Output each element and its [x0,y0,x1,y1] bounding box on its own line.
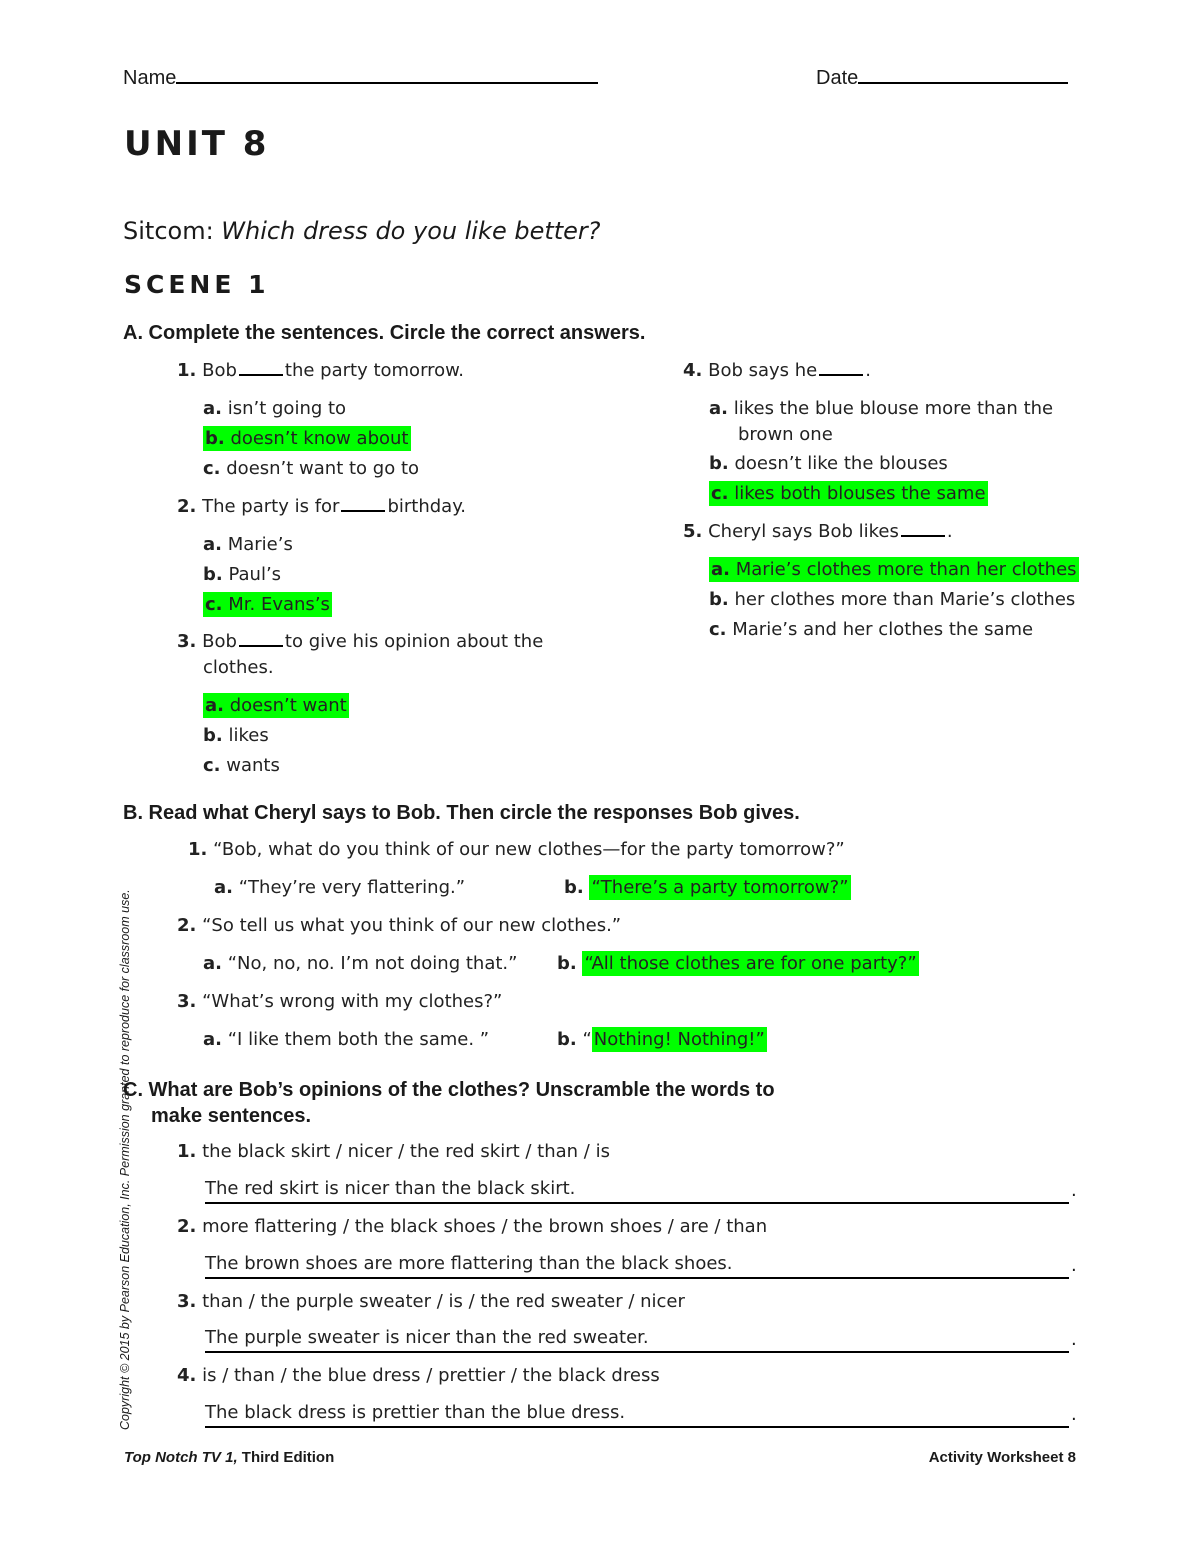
a-q3-option-c[interactable]: c. wants [203,755,280,776]
a-q1-option-c[interactable]: c. doesn’t want to go to [203,458,420,479]
copyright-notice: Copyright © 2015 by Pearson Education, Inc. Permission granted to reproduce for classroom use. [118,889,132,1430]
a-q5-option-c[interactable]: c. Marie’s and her clothes the same [709,619,1034,640]
c-item-2-prompt: 2. more flattering / the black shoes / the brown shoes / are / than [177,1216,768,1237]
section-c-instruction-line2: make sentences. [151,1105,312,1127]
name-field [123,67,598,90]
name-label: Name [123,67,177,89]
answer-blank [901,535,945,537]
c-item-1-period: . [1071,1180,1077,1201]
b-q2-option-b[interactable]: b. “All those clothes are for one party?” [557,953,917,974]
answer-blank [819,374,863,376]
c-item-3-answer-line[interactable]: The purple sweater is nicer than the red sweater. [205,1327,1069,1353]
c-item-2-answer-line[interactable]: The brown shoes are more flattering than the black shoes. [205,1253,1069,1279]
section-b-instruction: B. Read what Cheryl says to Bob. Then circle the responses Bob gives. [123,802,800,824]
c-item-4-answer-line[interactable]: The black dress is prettier than the blue dress. [205,1402,1069,1428]
a-q5-stem: 5. Cheryl says Bob likes . [683,521,953,542]
a-q1-option-b[interactable]: b. doesn’t know about [205,428,409,449]
b-q1-prompt: 1. “Bob, what do you think of our new clothes—for the party tomorrow?” [188,839,845,860]
a-q3-stem: 3. Bob to give his opinion about the [177,631,544,652]
b-q2-prompt: 2. “So tell us what you think of our new clothes.” [177,915,622,936]
c-item-3-prompt: 3. than / the purple sweater / is / the red sweater / nicer [177,1291,685,1312]
a-q4-stem: 4. Bob says he . [683,360,871,381]
answer-blank [341,510,385,512]
a-q3-stem-line2: clothes. [203,657,274,678]
footer-book-title: Top Notch TV 1, Third Edition [124,1449,335,1466]
answer-blank [239,374,283,376]
a-q5-option-a[interactable]: a. Marie’s clothes more than her clothes [711,559,1077,580]
c-item-3-period: . [1071,1329,1077,1350]
footer-worksheet-label: Activity Worksheet 8 [928,1449,1076,1466]
c-item-4-period: . [1071,1404,1077,1425]
a-q4-option-a[interactable]: a. likes the blue blouse more than the [709,398,1054,419]
sitcom-prefix: Sitcom: [123,217,222,245]
a-q3-option-a[interactable]: a. doesn’t want [205,695,347,716]
a-q2-stem: 2. The party is for birthday. [177,496,467,517]
c-item-2-period: . [1071,1255,1077,1276]
a-q1-stem: 1. Bob the party tomorrow. [177,360,464,381]
date-field [816,67,1068,90]
b-q1-option-b[interactable]: b. “There’s a party tomorrow?” [564,877,849,898]
section-c-instruction: C. What are Bob’s opinions of the clothes? Unscramble the words to [123,1079,775,1101]
sitcom-episode-title: Which dress do you like better? [221,217,601,245]
b-q3-option-b[interactable]: b. “ Nothing! Nothing!” [557,1029,765,1050]
a-q2-option-c[interactable]: c. Mr. Evans’s [205,594,330,615]
b-q1-option-a[interactable]: a. “They’re very flattering.” [214,877,466,898]
a-q4-option-a-line2: brown one [738,424,833,445]
unit-title: UNIT 8 [124,124,270,164]
a-q1-option-a[interactable]: a. isn’t going to [203,398,347,419]
b-q2-option-a[interactable]: a. “No, no, no. I’m not doing that.” [203,953,518,974]
b-q3-option-a[interactable]: a. “I like them both the same. ” [203,1029,490,1050]
a-q4-option-c[interactable]: c. likes both blouses the same [711,483,986,504]
name-input-line[interactable] [176,82,598,84]
a-q2-option-a[interactable]: a. Marie’s [203,534,293,555]
a-q2-option-b[interactable]: b. Paul’s [203,564,282,585]
a-q3-option-b[interactable]: b. likes [203,725,269,746]
date-label: Date [816,67,859,89]
c-item-1-answer-line[interactable]: The red skirt is nicer than the black skirt. [205,1178,1069,1204]
a-q5-option-b[interactable]: b. her clothes more than Marie’s clothes [709,589,1076,610]
sitcom-title [123,217,601,245]
c-item-1-prompt: 1. the black skirt / nicer / the red skirt / than / is [177,1141,610,1162]
scene-title: SCENE 1 [124,270,270,299]
a-q4-option-b[interactable]: b. doesn’t like the blouses [709,453,948,474]
b-q3-prompt: 3. “What’s wrong with my clothes?” [177,991,503,1012]
date-input-line[interactable] [858,82,1068,84]
answer-blank [239,645,283,647]
section-a-instruction: A. Complete the sentences. Circle the correct answers. [123,322,646,344]
c-item-4-prompt: 4. is / than / the blue dress / prettier / the black dress [177,1365,660,1386]
